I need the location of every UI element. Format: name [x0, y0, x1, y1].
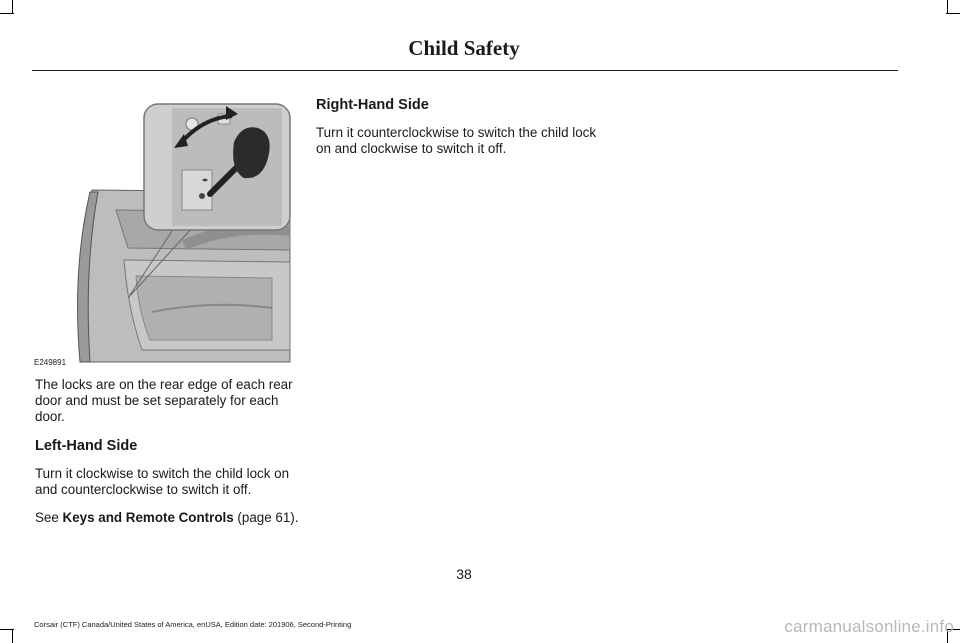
- see-suffix: (page 61).: [233, 510, 299, 525]
- crop-mark: [12, 0, 13, 14]
- figure-code: E249891: [34, 358, 67, 367]
- right-column: [316, 96, 606, 169]
- crop-mark: [947, 0, 948, 14]
- left-column: [35, 377, 310, 538]
- header-rule: [32, 70, 898, 71]
- page-number: 38: [456, 566, 472, 582]
- keys-remote-link[interactable]: Keys and Remote Controls: [62, 510, 234, 525]
- crop-mark: [0, 13, 14, 14]
- right-hand-paragraph: Turn it counterclockwise to switch the child lock on and clockwise to switch it off.: [316, 125, 597, 156]
- page-title: Child Safety: [408, 36, 520, 60]
- left-hand-paragraph: Turn it clockwise to switch the child lock on and counterclockwise to switch it off.: [35, 466, 290, 497]
- right-hand-heading: Right-Hand Side: [316, 97, 429, 113]
- watermark: carmanualsonline.info: [784, 617, 954, 636]
- left-hand-heading: Left-Hand Side: [35, 438, 138, 454]
- child-lock-illustration: [32, 100, 294, 368]
- intro-paragraph: The locks are on the rear edge of each rear door and must be set separately for each door.: [35, 377, 293, 424]
- see-prefix: See: [35, 510, 63, 525]
- crop-mark: [946, 13, 960, 14]
- crop-mark: [12, 629, 13, 643]
- see-reference: [35, 510, 310, 526]
- crop-mark: [0, 629, 14, 630]
- footer-text: Corsair (CTF) Canada/United States of America, enUSA, Edition date: 201906, Second-Printing: [34, 620, 352, 629]
